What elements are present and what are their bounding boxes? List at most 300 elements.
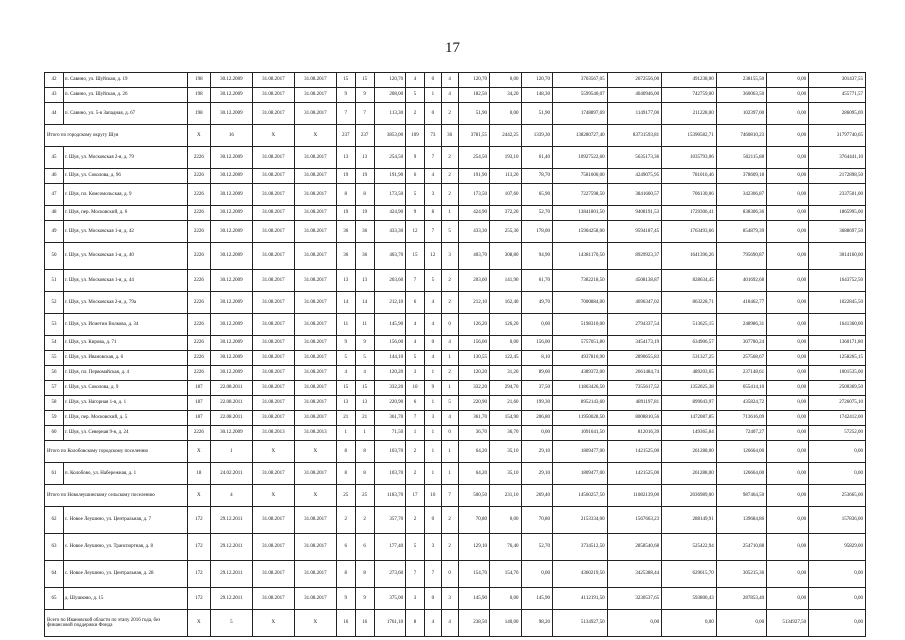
cell-c18: 0,00 <box>767 103 809 125</box>
cell-c16: 1035793,06 <box>662 147 717 169</box>
cell-c11: 3781,55 <box>458 125 489 147</box>
cell-c15: 7355617,52 <box>607 381 662 396</box>
cell-c11: 424,90 <box>458 206 489 221</box>
cell-c14: 1809477,00 <box>553 441 608 463</box>
cell-c16: 2036989,00 <box>662 485 717 507</box>
cell-c2: 30.12.2009 <box>210 169 252 184</box>
cell-c10: 2 <box>441 184 458 206</box>
cell-c16: 1729306,41 <box>662 206 717 221</box>
cell-c19: 3688697,50 <box>809 221 866 243</box>
cell-c17: 0,00 <box>716 610 766 637</box>
cell-c19: 157836,00 <box>809 507 866 534</box>
cell-c1: 2226 <box>187 426 210 441</box>
row-number: 49 <box>45 221 64 243</box>
cell-c13: 0,00 <box>521 561 552 588</box>
cell-c8: 8 <box>406 610 425 637</box>
cell-c7: 120,20 <box>374 366 405 381</box>
cell-c11: 191,90 <box>458 169 489 184</box>
table-row <box>45 588 866 610</box>
cell-c14: 13841801,50 <box>553 206 608 221</box>
cell-c11: 64,20 <box>458 441 489 463</box>
cell-c5: 4 <box>336 366 355 381</box>
cell-c5: 7 <box>336 103 355 125</box>
cell-c6: 25 <box>355 485 374 507</box>
cell-c6: 11 <box>355 314 374 336</box>
cell-c3: 31.08.2017 <box>252 147 294 169</box>
cell-c17: 795690,87 <box>716 243 766 270</box>
cell-c10: 3 <box>441 588 458 610</box>
cell-c14: 4112191,50 <box>553 588 608 610</box>
cell-c2: 30.12.2009 <box>210 314 252 336</box>
cell-c17: 378609,18 <box>716 169 766 184</box>
cell-c4: X <box>294 610 336 637</box>
cell-c14: 11863426,50 <box>553 381 608 396</box>
subtotal-label: Всего по Ивановской области по этапу 2016 года, без финансовой поддержки Фонда <box>45 610 188 637</box>
cell-c15: 4040946,00 <box>607 88 662 103</box>
cell-c16: 531327,25 <box>662 351 717 366</box>
cell-c19: 455771,57 <box>809 88 866 103</box>
cell-c6: 14 <box>355 292 374 314</box>
cell-c19: 301437,55 <box>809 73 866 88</box>
address-cell: г. Шуя, ул. Ивановская, д. 6 <box>63 351 187 366</box>
cell-c18: 0,00 <box>767 588 809 610</box>
cell-c8: 7 <box>406 270 425 292</box>
address-cell: г. Шуя, ул. Московская 1-я, д. 42 <box>63 221 187 243</box>
cell-c4: 31.08.2013 <box>294 426 336 441</box>
cell-c7: 144,10 <box>374 351 405 366</box>
table-row <box>45 243 866 270</box>
cell-c1: 2226 <box>187 351 210 366</box>
cell-c2: 29.12.2011 <box>210 507 252 534</box>
cell-c13: 269,40 <box>521 485 552 507</box>
cell-c12: 2442,25 <box>490 125 521 147</box>
cell-c19: 1360171,80 <box>809 336 866 351</box>
cell-c1: 172 <box>187 588 210 610</box>
cell-c5: 16 <box>336 610 355 637</box>
cell-c13: 51,90 <box>521 103 552 125</box>
table-row <box>45 147 866 169</box>
cell-c2: 30.12.2009 <box>210 73 252 88</box>
cell-c16: 489203,65 <box>662 366 717 381</box>
cell-c7: 113,30 <box>374 103 405 125</box>
cell-c2: 30.12.2009 <box>210 426 252 441</box>
cell-c17: 102397,00 <box>716 103 766 125</box>
cell-c11: 238,50 <box>458 610 489 637</box>
table-row <box>45 366 866 381</box>
cell-c13: 0,00 <box>521 314 552 336</box>
cell-c12: 0,00 <box>490 103 521 125</box>
cell-c17: 238155,50 <box>716 73 766 88</box>
cell-c18: 0,00 <box>767 206 809 221</box>
cell-c4: 31.08.2017 <box>294 147 336 169</box>
cell-c3: 31.08.2017 <box>252 463 294 485</box>
cell-c15: 2858540,68 <box>607 534 662 561</box>
cell-c6: 5 <box>355 351 374 366</box>
cell-c8: 6 <box>406 396 425 411</box>
row-number: 58 <box>45 396 64 411</box>
cell-c3: 31.08.2017 <box>252 221 294 243</box>
cell-c10: 2 <box>441 147 458 169</box>
table-row <box>45 426 866 441</box>
cell-c13: 52,70 <box>521 206 552 221</box>
cell-c13: 49,70 <box>521 292 552 314</box>
cell-c13: 94,90 <box>521 243 552 270</box>
cell-c7: 145,90 <box>374 314 405 336</box>
cell-c17: 655414,10 <box>716 381 766 396</box>
cell-c8: 3 <box>406 588 425 610</box>
address-cell: г. Шуя, ул. Московская 1-я, д. 44 <box>63 270 187 292</box>
subtotal-label: Итого по Новолеушинскому сельскому поселению <box>45 485 188 507</box>
cell-c10: 2 <box>441 507 458 534</box>
address-cell: с. Новое Леушино, ул. Центральная, д. 28 <box>63 561 187 588</box>
cell-c4: 31.08.2017 <box>294 561 336 588</box>
cell-c9: 4 <box>424 351 441 366</box>
cell-c2: 30.12.2009 <box>210 366 252 381</box>
cell-c19: 0,00 <box>809 441 866 463</box>
cell-c10: 4 <box>441 610 458 637</box>
cell-c3: 31.08.2017 <box>252 534 294 561</box>
row-number: 56 <box>45 366 64 381</box>
cell-c11: 130,55 <box>458 351 489 366</box>
cell-c6: 2 <box>355 507 374 534</box>
cell-c7: 1183,70 <box>374 485 405 507</box>
cell-c8: 2 <box>406 103 425 125</box>
cell-c6: 7 <box>355 103 374 125</box>
cell-c9: 0 <box>424 507 441 534</box>
cell-c14: 15904258,00 <box>553 221 608 243</box>
cell-c18: 0,00 <box>767 292 809 314</box>
cell-c13: 145,90 <box>521 588 552 610</box>
cell-c14: 14560257,50 <box>553 485 608 507</box>
cell-c6: 9 <box>355 588 374 610</box>
cell-c5: 6 <box>336 534 355 561</box>
row-number: 45 <box>45 147 64 169</box>
table-row <box>45 463 866 485</box>
cell-c8: 17 <box>406 485 425 507</box>
cell-c4: 31.08.2017 <box>294 534 336 561</box>
cell-c3: 31.08.2017 <box>252 314 294 336</box>
cell-c4: 31.08.2017 <box>294 314 336 336</box>
cell-c11: 126,20 <box>458 314 489 336</box>
cell-c15: 3454173,19 <box>607 336 662 351</box>
cell-c13: 29,10 <box>521 441 552 463</box>
cell-c1: 2226 <box>187 169 210 184</box>
cell-c18: 0,00 <box>767 426 809 441</box>
cell-c19: 95829,00 <box>809 534 866 561</box>
cell-c6: 8 <box>355 441 374 463</box>
cell-c10: 2 <box>441 534 458 561</box>
address-cell: г. Шуя, пл. Комсомольская, д. 9 <box>63 184 187 206</box>
cell-c13: 199,30 <box>521 396 552 411</box>
cell-c14: 4937816,90 <box>553 351 608 366</box>
cell-c6: 9 <box>355 336 374 351</box>
cell-c18: 0,00 <box>767 336 809 351</box>
cell-c5: 5 <box>336 351 355 366</box>
cell-c1: 2226 <box>187 147 210 169</box>
cell-c6: 19 <box>355 206 374 221</box>
page-number: 17 <box>445 40 460 56</box>
cell-c5: 19 <box>336 169 355 184</box>
cell-c10: 0 <box>441 314 458 336</box>
cell-c19: 1742412,00 <box>809 411 866 426</box>
row-number: 43 <box>45 88 64 103</box>
cell-c15: 2890655,83 <box>607 351 662 366</box>
cell-c2: 29.12.2011 <box>210 534 252 561</box>
cell-c9: 0 <box>424 336 441 351</box>
cell-c11: 120,20 <box>458 366 489 381</box>
cell-c9: 10 <box>424 485 441 507</box>
cell-c4: 31.08.2017 <box>294 336 336 351</box>
cell-c18: 0,00 <box>767 73 809 88</box>
cell-c12: 35,10 <box>490 441 521 463</box>
cell-c16: 261288,00 <box>662 441 717 463</box>
cell-c11: 182,50 <box>458 88 489 103</box>
cell-c3: 31.08.2017 <box>252 103 294 125</box>
cell-c16: 863228,71 <box>662 292 717 314</box>
cell-c19: 0,00 <box>809 610 866 637</box>
cell-c17: 987464,50 <box>716 485 766 507</box>
address-cell: г. Шуя, ул. Соколова, д. 9 <box>63 381 187 396</box>
cell-c18: 0,00 <box>767 125 809 147</box>
cell-c6: 4 <box>355 366 374 381</box>
cell-c13: 89,00 <box>521 366 552 381</box>
row-number: 64 <box>45 561 64 588</box>
address-cell: г. Шуя, ул. Московская 2-я, д. 79 <box>63 147 187 169</box>
cell-c7: 273,60 <box>374 561 405 588</box>
cell-c7: 403,70 <box>374 243 405 270</box>
cell-c14: 14381170,50 <box>553 243 608 270</box>
cell-c18: 0,00 <box>767 169 809 184</box>
cell-c12: 21,60 <box>490 396 521 411</box>
row-number: 59 <box>45 411 64 426</box>
cell-c1: X <box>187 610 210 637</box>
cell-c2: 30.12.2009 <box>210 147 252 169</box>
cell-c17: 7460810,23 <box>716 125 766 147</box>
cell-c19: 0,00 <box>809 588 866 610</box>
cell-c4: 31.08.2017 <box>294 396 336 411</box>
cell-c10: 0 <box>441 426 458 441</box>
cell-c2: 16 <box>210 125 252 147</box>
cell-c13: 65,90 <box>521 184 552 206</box>
address-cell: г. Шуя, пл. Первомайская, д. 4 <box>63 366 187 381</box>
cell-c7: 103,70 <box>374 441 405 463</box>
cell-c15: 3841660,57 <box>607 184 662 206</box>
cell-c19: 253665,00 <box>809 485 866 507</box>
cell-c12: 0,00 <box>490 588 521 610</box>
cell-c15: 2672556,00 <box>607 73 662 88</box>
cell-c9: 0 <box>424 103 441 125</box>
cell-c15: 812016,39 <box>607 426 662 441</box>
cell-c17: 126664,00 <box>716 441 766 463</box>
cell-c16: 1352025,38 <box>662 381 717 396</box>
cell-c4: X <box>294 485 336 507</box>
cell-c7: 332,20 <box>374 381 405 396</box>
cell-c17: 435824,72 <box>716 396 766 411</box>
cell-c16: 0,00 <box>662 610 717 637</box>
cell-c3: 31.08.2017 <box>252 243 294 270</box>
cell-c5: 15 <box>336 73 355 88</box>
cell-c18: 0,00 <box>767 534 809 561</box>
cell-c11: 203,60 <box>458 270 489 292</box>
address-cell: д. Шушково, д. 15 <box>63 588 187 610</box>
cell-c5: 15 <box>336 381 355 396</box>
cell-c14: 7581600,00 <box>553 169 608 184</box>
cell-c18: 0,00 <box>767 485 809 507</box>
cell-c4: 31.08.2017 <box>294 73 336 88</box>
cell-c2: 30.12.2009 <box>210 184 252 206</box>
cell-c2: 5 <box>210 610 252 637</box>
cell-c14: 3703567,05 <box>553 73 608 88</box>
cell-c18: 5134927,50 <box>767 610 809 637</box>
cell-c3: 31.08.2017 <box>252 292 294 314</box>
cell-c8: 7 <box>406 411 425 426</box>
address-cell: г. Шуя, ул. Московская 1-я, д. 40 <box>63 243 187 270</box>
cell-c2: 4 <box>210 485 252 507</box>
row-number: 57 <box>45 381 64 396</box>
cell-c12: 141,90 <box>490 270 521 292</box>
cell-c2: 30.12.2009 <box>210 206 252 221</box>
cell-c19: 286095,69 <box>809 103 866 125</box>
cell-c10: 4 <box>441 336 458 351</box>
cell-c18: 0,00 <box>767 411 809 426</box>
cell-c14: 1748897,69 <box>553 103 608 125</box>
cell-c16: 288149,91 <box>662 507 717 534</box>
cell-c15: 8008810,56 <box>607 411 662 426</box>
cell-c7: 361,70 <box>374 411 405 426</box>
cell-c16: 211228,00 <box>662 103 717 125</box>
cell-c19: 0,00 <box>809 463 866 485</box>
cell-c18: 0,00 <box>767 270 809 292</box>
cell-c13: 52,70 <box>521 534 552 561</box>
row-number: 53 <box>45 314 64 336</box>
cell-c16: 15390582,71 <box>662 125 717 147</box>
cell-c15: 1567663,23 <box>607 507 662 534</box>
cell-c16: 593800,43 <box>662 588 717 610</box>
cell-c4: 31.08.2017 <box>294 381 336 396</box>
cell-c19: 31797740,65 <box>809 125 866 147</box>
cell-c16: 1641396,26 <box>662 243 717 270</box>
cell-c8: 4 <box>406 336 425 351</box>
cell-c12: 76,40 <box>490 534 521 561</box>
cell-c19: 3764441,10 <box>809 147 866 169</box>
cell-c14: 3734512,50 <box>553 534 608 561</box>
table-row <box>45 88 866 103</box>
cell-c7: 191,90 <box>374 169 405 184</box>
address-cell: г. Шуя, ул. Кирова, д. 71 <box>63 336 187 351</box>
cell-c3: 31.08.2017 <box>252 396 294 411</box>
cell-c3: 31.08.2017 <box>252 366 294 381</box>
cell-c12: 36,70 <box>490 426 521 441</box>
cell-c11: 500,50 <box>458 485 489 507</box>
cell-c13: 98,20 <box>521 610 552 637</box>
cell-c5: 36 <box>336 221 355 243</box>
cell-c12: 372,20 <box>490 206 521 221</box>
cell-c10: 1 <box>441 441 458 463</box>
table-row <box>45 103 866 125</box>
cell-c11: 70,80 <box>458 507 489 534</box>
cell-c2: 30.12.2009 <box>210 336 252 351</box>
address-cell: с. Новое Леушино, ул. Центральная, д. 7 <box>63 507 187 534</box>
cell-c10: 2 <box>441 169 458 184</box>
subtotal-row <box>45 125 866 147</box>
cell-c8: 12 <box>406 221 425 243</box>
cell-c18: 0,00 <box>767 561 809 588</box>
address-cell: г. Шуя, пер. Московский, д. 6 <box>63 206 187 221</box>
cell-c5: 21 <box>336 411 355 426</box>
cell-c18: 0,00 <box>767 396 809 411</box>
cell-c1: 2226 <box>187 314 210 336</box>
cell-c12: 193,10 <box>490 147 521 169</box>
cell-c9: 1 <box>424 426 441 441</box>
cell-c17: 248986,31 <box>716 314 766 336</box>
cell-c19: 1022845,50 <box>809 292 866 314</box>
cell-c1: 172 <box>187 561 210 588</box>
cell-c16: 525422,94 <box>662 534 717 561</box>
cell-c16: 491238,00 <box>662 73 717 88</box>
cell-c8: 5 <box>406 534 425 561</box>
cell-c6: 19 <box>355 169 374 184</box>
cell-c2: 22.08.2011 <box>210 381 252 396</box>
cell-c4: X <box>294 441 336 463</box>
cell-c3: 31.08.2017 <box>252 206 294 221</box>
cell-c1: 198 <box>187 88 210 103</box>
cell-c8: 109 <box>406 125 425 147</box>
cell-c5: 9 <box>336 336 355 351</box>
cell-c7: 220,90 <box>374 396 405 411</box>
cell-c19: 2726075,10 <box>809 396 866 411</box>
table-row <box>45 270 866 292</box>
cell-c6: 15 <box>355 73 374 88</box>
cell-c3: 31.08.2017 <box>252 381 294 396</box>
subtotal-row <box>45 441 866 463</box>
cell-c15: 5635173,36 <box>607 147 662 169</box>
cell-c15: 83731593,81 <box>607 125 662 147</box>
cell-c4: 31.08.2017 <box>294 270 336 292</box>
cell-c9: 1 <box>424 88 441 103</box>
cell-c7: 203,60 <box>374 270 405 292</box>
address-cell: г. Шуя, ул. Исметии Волкова, д. 34 <box>63 314 187 336</box>
cell-c3: 31.08.2017 <box>252 169 294 184</box>
cell-c1: 187 <box>187 396 210 411</box>
cell-c9: 1 <box>424 396 441 411</box>
cell-c10: 3 <box>441 243 458 270</box>
cell-c17: 305215,36 <box>716 561 766 588</box>
cell-c16: 899043,97 <box>662 396 717 411</box>
cell-c5: 13 <box>336 270 355 292</box>
table-row <box>45 336 866 351</box>
cell-c9: 73 <box>424 125 441 147</box>
row-number: 54 <box>45 336 64 351</box>
cell-c1: 187 <box>187 381 210 396</box>
cell-c6: 15 <box>355 381 374 396</box>
cell-c13: 61,70 <box>521 270 552 292</box>
cell-c18: 0,00 <box>767 221 809 243</box>
cell-c10: 2 <box>441 292 458 314</box>
cell-c19: 1001535,00 <box>809 366 866 381</box>
cell-c16: 781016,46 <box>662 169 717 184</box>
cell-c16: 629615,70 <box>662 561 717 588</box>
cell-c2: 29.12.2011 <box>210 561 252 588</box>
cell-c18: 0,00 <box>767 147 809 169</box>
cell-c16: 1763493,66 <box>662 221 717 243</box>
cell-c17: 139684,86 <box>716 507 766 534</box>
cell-c17: 360063,50 <box>716 88 766 103</box>
cell-c13: 8,10 <box>521 351 552 366</box>
cell-c15: 3425388,44 <box>607 561 662 588</box>
cell-c2: 30.12.2009 <box>210 88 252 103</box>
cell-c13: 1339,30 <box>521 125 552 147</box>
cell-c18: 0,00 <box>767 351 809 366</box>
